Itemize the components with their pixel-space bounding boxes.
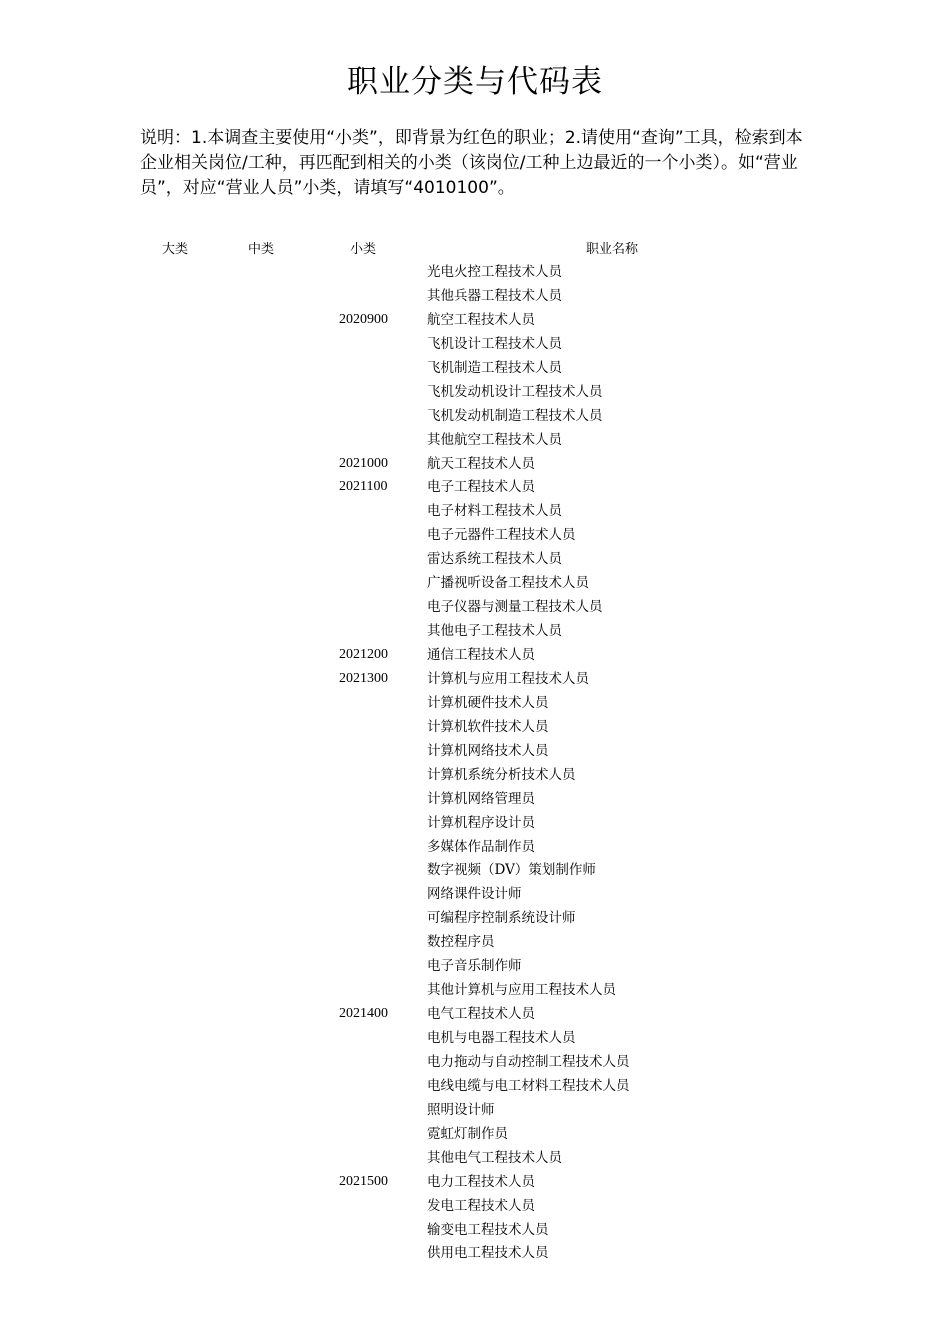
table-row — [0, 835, 950, 859]
column-header-minor: 小类 — [350, 242, 377, 257]
occupation-name: 电气工程技术人员 — [427, 1006, 535, 1023]
occupation-name: 航天工程技术人员 — [427, 455, 535, 472]
table-row — [0, 763, 950, 787]
table-row — [0, 906, 950, 930]
occupation-name: 其他电气工程技术人员 — [427, 1149, 562, 1166]
occupation-name: 飞机发动机制造工程技术人员 — [427, 407, 603, 424]
occupation-name: 照明设计师 — [427, 1101, 495, 1118]
table-row — [0, 499, 950, 523]
table-row — [0, 739, 950, 763]
table-row — [0, 356, 950, 380]
occupation-name: 电力拖动与自动控制工程技术人员 — [427, 1053, 630, 1070]
table-row — [0, 380, 950, 404]
table-row — [0, 1146, 950, 1170]
minor-category-code: 2021100 — [339, 479, 388, 495]
table-row — [0, 595, 950, 619]
instructions-note: 说明：1.本调查主要使用“小类”，即背景为红色的职业；2.请使用“查询”工具，检索到本企业相关岗位/工种，再匹配到相关的小类（该岗位/工种上边最近的一个小类）。如“营业员”，对应“营业人员”小类，请填写“4010100”。 — [140, 128, 803, 198]
occupation-name: 广播视听设备工程技术人员 — [427, 575, 589, 592]
occupation-name: 电子音乐制作师 — [427, 958, 522, 975]
occupation-name: 电机与电器工程技术人员 — [427, 1030, 576, 1046]
occupation-name: 飞机设计工程技术人员 — [427, 335, 562, 352]
occupation-name: 计算机硬件技术人员 — [427, 694, 549, 711]
occupation-name: 飞机制造工程技术人员 — [427, 359, 562, 376]
table-row — [0, 643, 950, 667]
occupation-name: 雷达系统工程技术人员 — [427, 551, 562, 568]
minor-category-code: 2021200 — [339, 647, 388, 662]
occupation-name: 发电工程技术人员 — [427, 1197, 535, 1214]
table-row — [0, 332, 950, 356]
table-row — [0, 1050, 950, 1074]
minor-category-code: 2021300 — [339, 670, 388, 686]
occupation-table-body — [0, 260, 950, 1265]
occupation-name: 计算机网络技术人员 — [427, 742, 549, 759]
table-row — [0, 404, 950, 428]
occupation-name: 通信工程技术人员 — [427, 647, 535, 663]
table-row — [0, 954, 950, 978]
table-row — [0, 1002, 950, 1026]
occupation-name: 电子工程技术人员 — [427, 479, 535, 496]
table-row — [0, 475, 950, 499]
table-row — [0, 260, 950, 284]
column-header-name: 职业名称 — [586, 242, 639, 257]
table-row — [0, 691, 950, 715]
table-row — [0, 1026, 950, 1050]
table-row — [0, 523, 950, 547]
page-title: 职业分类与代码表 — [347, 64, 603, 100]
table-row — [0, 715, 950, 739]
occupation-name: 其他航空工程技术人员 — [427, 431, 562, 448]
table-row — [0, 811, 950, 835]
occupation-name: 霓虹灯制作员 — [427, 1125, 508, 1142]
table-row — [0, 1074, 950, 1098]
table-row — [0, 667, 950, 691]
occupation-name: 航空工程技术人员 — [427, 311, 535, 328]
column-header-middle: 中类 — [248, 242, 275, 257]
table-row — [0, 1218, 950, 1242]
occupation-name: 其他计算机与应用工程技术人员 — [427, 982, 616, 999]
occupation-name: 供用电工程技术人员 — [427, 1245, 549, 1262]
minor-category-code: 2020900 — [339, 311, 388, 327]
table-row — [0, 1241, 950, 1265]
occupation-name: 数控程序员 — [427, 934, 495, 951]
table-row — [0, 978, 950, 1002]
occupation-name: 数字视频（DV）策划制作师 — [427, 862, 596, 879]
table-row — [0, 858, 950, 882]
occupation-name: 计算机软件技术人员 — [427, 718, 549, 735]
table-row — [0, 452, 950, 476]
occupation-name: 计算机系统分析技术人员 — [427, 766, 576, 783]
column-header-major: 大类 — [162, 242, 189, 257]
occupation-name: 其他电子工程技术人员 — [427, 623, 562, 640]
occupation-name: 输变电工程技术人员 — [427, 1221, 549, 1238]
occupation-name: 电力工程技术人员 — [427, 1173, 535, 1190]
minor-category-code: 2021400 — [339, 1006, 388, 1022]
table-row — [0, 1170, 950, 1194]
table-row — [0, 882, 950, 906]
occupation-name: 电子元器件工程技术人员 — [427, 527, 576, 544]
occupation-name: 计算机程序设计员 — [427, 814, 535, 831]
table-row — [0, 1098, 950, 1122]
minor-category-code: 2021000 — [339, 455, 388, 471]
minor-category-code: 2021500 — [339, 1173, 388, 1189]
occupation-name: 多媒体作品制作员 — [427, 838, 535, 855]
occupation-name: 电子材料工程技术人员 — [427, 503, 562, 520]
table-row — [0, 1122, 950, 1146]
table-row — [0, 1194, 950, 1218]
occupation-name: 网络课件设计师 — [427, 886, 522, 903]
occupation-name: 飞机发动机设计工程技术人员 — [427, 383, 603, 400]
table-row — [0, 619, 950, 643]
occupation-name: 其他兵器工程技术人员 — [427, 287, 562, 304]
occupation-name: 可编程序控制系统设计师 — [427, 910, 576, 927]
table-row — [0, 930, 950, 954]
occupation-name: 计算机与应用工程技术人员 — [427, 670, 589, 687]
table-row — [0, 571, 950, 595]
occupation-name: 光电火控工程技术人员 — [427, 264, 562, 280]
table-row — [0, 428, 950, 452]
table-row — [0, 547, 950, 571]
occupation-name: 电子仪器与测量工程技术人员 — [427, 599, 603, 616]
occupation-name: 电线电缆与电工材料工程技术人员 — [427, 1077, 630, 1094]
table-row — [0, 284, 950, 308]
table-row — [0, 308, 950, 332]
occupation-name: 计算机网络管理员 — [427, 790, 535, 807]
table-row — [0, 787, 950, 811]
